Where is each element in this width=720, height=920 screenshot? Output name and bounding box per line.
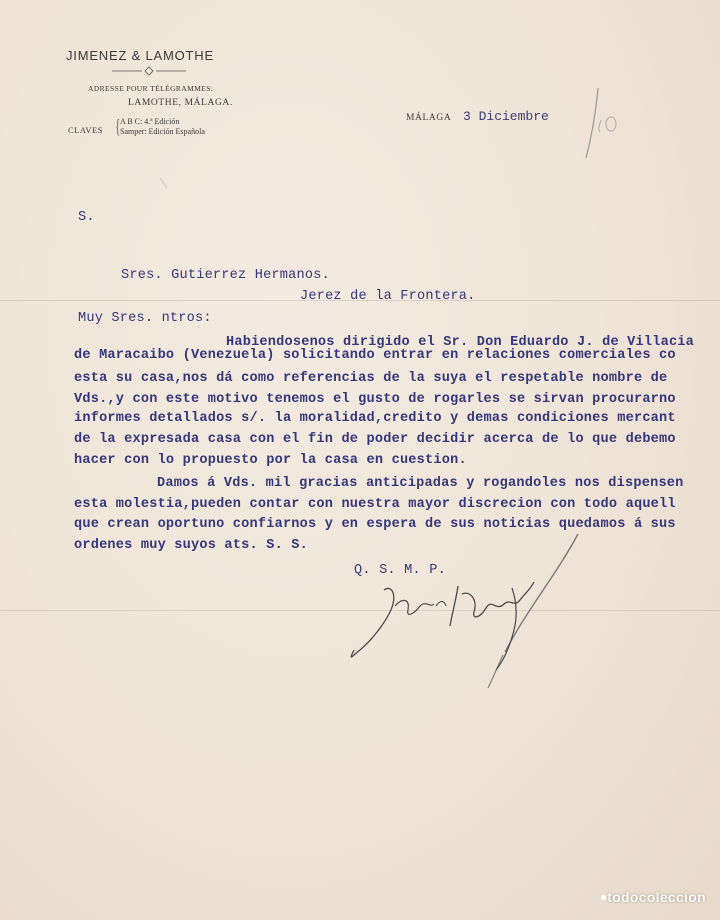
body-line: esta su casa,nos dá como referencias de la suya el respetable nombre de	[74, 371, 668, 386]
letterhead-company-name: JIMENEZ & LAMOTHE	[66, 48, 214, 63]
body-line: de la expresada casa con el fin de poder decidir acerca de lo que debemo	[74, 432, 676, 447]
letter-date: 3 Diciembre	[463, 109, 549, 124]
greeting: Muy Sres. ntros:	[78, 311, 212, 326]
body-line: Damos á Vds. mil gracias anticipadas y rogandoles nos dispensen	[157, 476, 684, 491]
closing-formula: Q. S. M. P.	[354, 563, 446, 578]
body-line: hacer con lo propuesto por la casa en cuestion.	[74, 453, 467, 468]
letter-place: MÁLAGA	[406, 113, 452, 123]
body-line: Habiendosenos dirigido el Sr. Don Eduardo J. de Villacia	[226, 335, 695, 350]
watermark-dot-icon	[601, 895, 606, 900]
recipient-city: Jerez de la Frontera.	[300, 289, 476, 304]
watermark-text: todocoleccion	[607, 889, 706, 905]
salutation-initial: S.	[78, 210, 95, 225]
body-line: esta molestia,pueden contar con nuestra mayor discrecion con todo aquell	[74, 497, 676, 512]
watermark	[600, 889, 706, 905]
recipient-name: Sres. Gutierrez Hermanos.	[121, 268, 330, 283]
body-line: ordenes muy suyos ats. S. S.	[74, 538, 309, 553]
letterhead-address-label: ADRESSE POUR TÉLÉGRAMMES:	[88, 84, 214, 93]
letterhead-claves-abc: A B C: 4.ª Edición	[120, 117, 180, 126]
body-line: Vds.,y con este motivo tenemos el gusto de rogarles se sirvan procurarno	[74, 392, 676, 407]
body-line: de Maracaibo (Venezuela) solicitando entrar en relaciones comerciales co	[74, 348, 676, 363]
body-line: que crean oportuno confiarnos y en espera de sus noticias quedamos á sus	[74, 517, 676, 532]
letterhead-claves-label: CLAVES	[68, 125, 103, 135]
body-line: informes detallados s/. la moralidad,credito y demas condiciones mercant	[74, 411, 676, 426]
letterhead-brace-icon: {	[115, 116, 121, 138]
letterhead-claves-samper: Samper: Edición Española	[120, 127, 205, 136]
letterhead-telegraph-address: LAMOTHE, MÁLAGA.	[128, 98, 233, 108]
